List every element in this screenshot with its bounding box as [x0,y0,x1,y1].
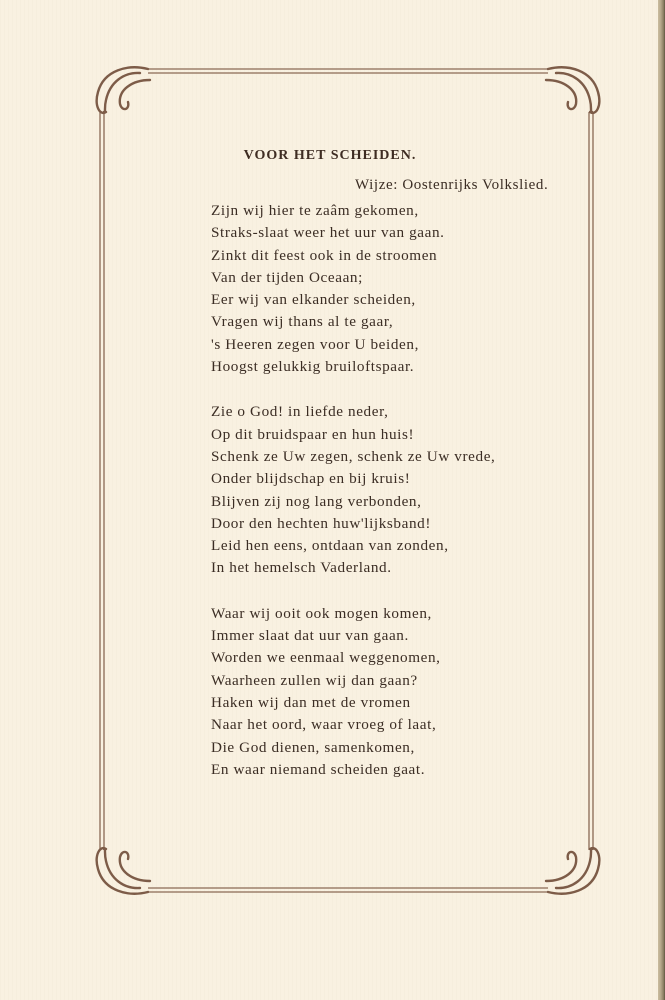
stanza-1 [211,200,571,378]
verse-line: Schenk ze Uw zegen, schenk ze Uw vrede, [211,447,496,465]
stanza-3 [211,603,571,781]
verse-line: Door den hechten huw'lijksband! [211,514,431,532]
verse-line: Zinkt dit feest ook in de stroomen [211,246,438,264]
verse-line: In het hemelsch Vaderland. [211,559,392,577]
poem-body [211,200,571,781]
verse-line: Van der tijden Oceaan; [211,268,363,286]
verse-line: Hoogst gelukkig bruiloftspaar. [211,358,415,376]
poem-title: VOOR HET SCHEIDEN. [243,148,417,163]
verse-line: Zie o God! in liefde neder, [211,403,389,421]
stanza-divider [211,580,571,603]
verse-line: Op dit bruidspaar en hun huis! [211,425,415,443]
verse-line: Eer wij van elkander scheiden, [211,291,416,309]
verse-line: En waar niemand scheiden gaat. [211,760,426,778]
stanza-2 [211,401,571,579]
verse-line: Waarheen zullen wij dan gaan? [211,671,418,689]
verse-line: Vragen wij thans al te gaar, [211,313,394,331]
verse-line: Haken wij dan met de vromen [211,693,411,711]
tune-indication: Wijze: Oostenrijks Volkslied. [355,177,549,193]
verse-line: Worden we eenmaal weggenomen, [211,649,441,667]
verse-line: Blijven zij nog lang verbonden, [211,492,422,510]
verse-line: Onder blijdschap en bij kruis! [211,470,411,488]
verse-line: 's Heeren zegen voor U beiden, [211,335,419,353]
verse-line: Die God dienen, samenkomen, [211,738,415,756]
verse-line: Waar wij ooit ook mogen komen, [211,604,432,622]
verse-line: Immer slaat dat uur van gaan. [211,627,409,645]
stanza-divider [211,378,571,401]
verse-line: Leid hen eens, ontdaan van zonden, [211,537,449,555]
verse-line: Straks-slaat weer het uur van gaan. [211,224,445,242]
verse-line: Naar het oord, waar vroeg of laat, [211,716,437,734]
verse-line: Zijn wij hier te zaâm gekomen, [211,202,419,219]
